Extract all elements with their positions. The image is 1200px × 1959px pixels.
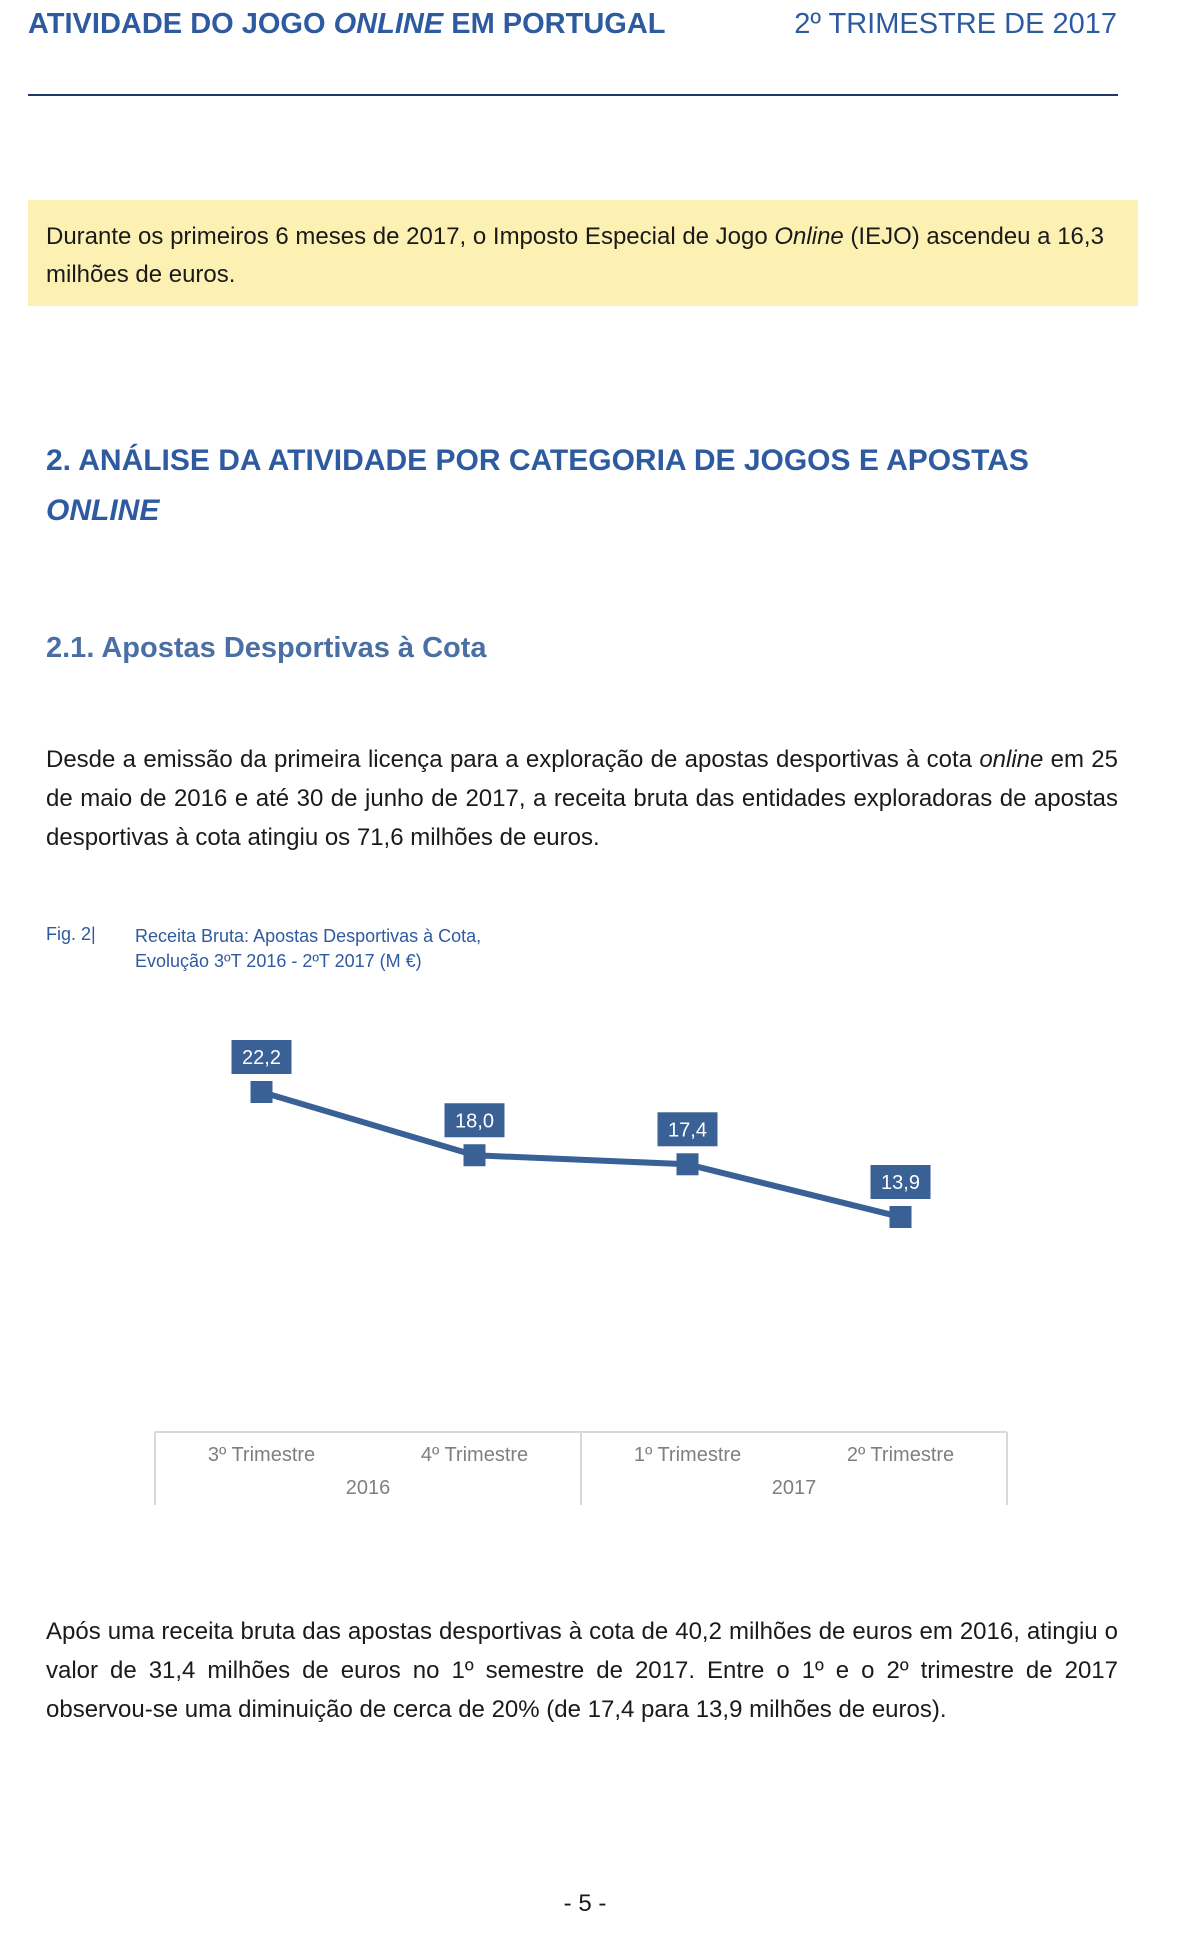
figure-label: Fig. 2| — [46, 924, 96, 944]
data-point-marker — [677, 1153, 699, 1175]
figure-caption-line2: Evolução 3ºT 2016 - 2ºT 2017 (M €) — [135, 951, 422, 971]
document-period: 2º TRIMESTRE DE 2017 — [794, 8, 1117, 40]
group-label: 2017 — [771, 1477, 817, 1499]
subsection-title: 2.1. Apostas Desportivas à Cota — [46, 632, 487, 664]
data-point-marker — [890, 1206, 912, 1228]
data-point-marker — [464, 1144, 486, 1166]
data-point-marker — [251, 1081, 273, 1103]
category-label: 1º Trimestre — [633, 1444, 742, 1466]
highlight-text-italic: Online — [774, 223, 844, 250]
data-label: 13,9 — [881, 1172, 920, 1194]
paragraph-intro-after: em 25 de maio de 2016 e até 30 de junho de 2017, a receita bruta das entidades exploradoras de apostas desportivas à cota atingiu os 71,6 milhões de euros. — [46, 746, 1119, 851]
title-part1: ATIVIDADE DO JOGO — [28, 8, 334, 40]
data-label: 17,4 — [668, 1119, 707, 1142]
highlight-text-before: Durante os primeiros 6 meses de 2017, o Imposto Especial de Jogo — [46, 223, 775, 250]
category-label: 2º Trimestre — [846, 1444, 955, 1466]
page-number: - 5 - — [563, 1890, 607, 1917]
data-label: 22,2 — [242, 1047, 281, 1069]
data-label: 18,0 — [455, 1110, 494, 1133]
figure-caption-line1: Receita Bruta: Apostas Desportivas à Cota, — [135, 926, 482, 946]
highlight-text-after: (IEJO) ascendeu a 16,3 milhões de euros. — [46, 223, 1104, 288]
category-label: 4º Trimestre — [420, 1444, 529, 1466]
title-italic: ONLINE — [333, 8, 444, 40]
category-label: 3º Trimestre — [207, 1444, 316, 1466]
section-title-line1: 2. ANÁLISE DA ATIVIDADE POR CATEGORIA DE JOGOS E APOSTAS — [46, 444, 1029, 477]
group-label: 2016 — [345, 1477, 391, 1499]
paragraph-intro-before: Desde a emissão da primeira licença para a exploração de apostas desportivas à cota — [46, 746, 980, 773]
paragraph-intro-italic: online — [979, 746, 1044, 773]
section-title-line2: ONLINE — [46, 494, 160, 527]
title-part2: EM PORTUGAL — [443, 8, 666, 40]
series-line — [262, 1092, 901, 1217]
paragraph-summary: Após uma receita bruta das apostas desportivas à cota de 40,2 milhões de euros em 2016, atingiu o valor de 31,4 milhões de euros no 1º semestre de 2017. Entre o 1º e o 2º trimestre de 2017 observou-se uma diminuição de cerca de 20% (de 17,4 para 13,9 milhões de euros). — [46, 1618, 1118, 1723]
